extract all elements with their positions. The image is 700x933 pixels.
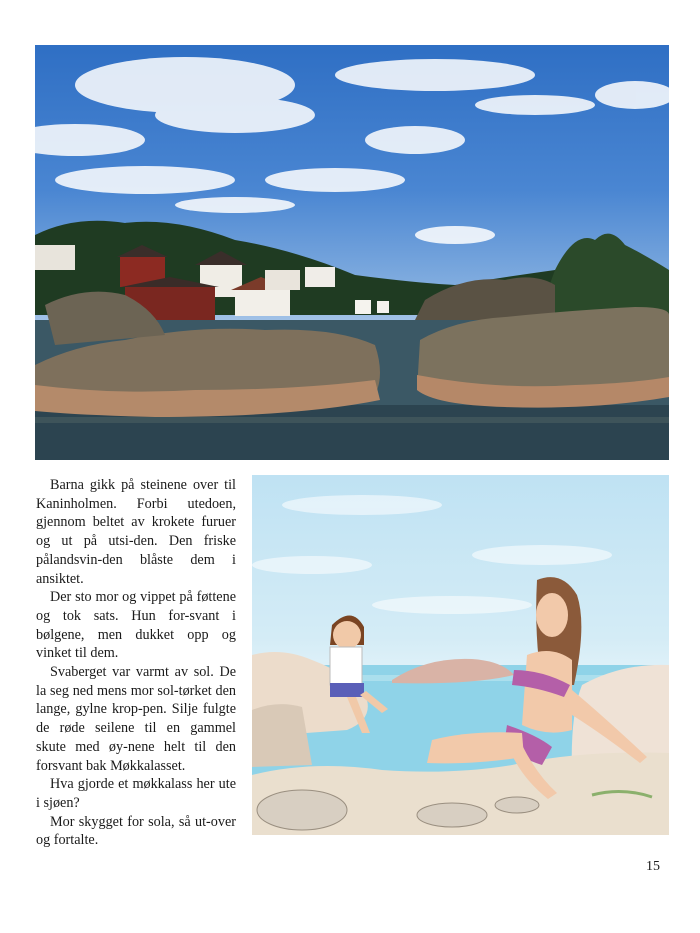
story-paragraph: Der sto mor og vippet på føttene og tok sats. Hun for-svant i bølgene, men dukket opp og vinket til dem. [36, 589, 236, 662]
beach-illustration [252, 475, 669, 835]
story-paragraph: Barna gikk på steinene over til Kaninholmen. Forbi utedoen, gjennom beltet av krokete furuer og ut på utsi-den. Den friske pålandsvin-den blåste dem i ansiktet. [36, 477, 236, 587]
story-paragraph: Hva gjorde et møkkalass her ute i sjøen? [36, 776, 236, 811]
page-number: 15 [646, 859, 660, 874]
story-paragraph: Svaberget var varmt av sol. De la seg ned mens mor sol-tørket den lange, gylne krop-pen. Silje fulgte de røde seilene til en gammel skute med øy-nene helt til den forsvant bak Møkkalasset. [36, 664, 236, 774]
story-text [36, 476, 236, 850]
harbor-photo [35, 45, 669, 460]
story-paragraph: Mor skygget for sola, så ut-over og fortalte. [36, 813, 236, 849]
